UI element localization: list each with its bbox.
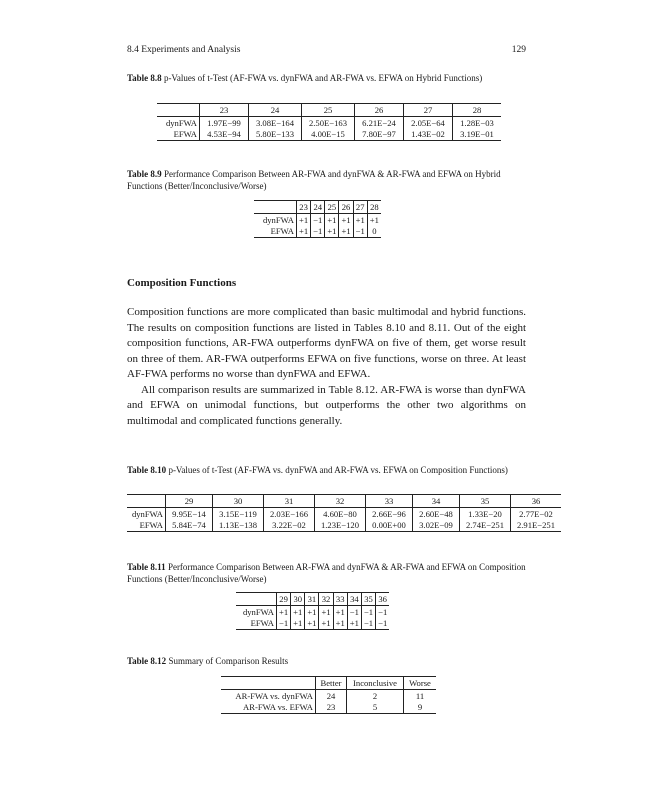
table-cell: 0.00E+00 — [366, 520, 413, 532]
column-header: 26 — [355, 104, 404, 117]
table-cell: 4.00E−15 — [302, 129, 355, 141]
header-row — [127, 495, 561, 508]
table-cell: −1 — [376, 618, 390, 630]
table-8-9-caption — [127, 169, 526, 192]
table-cell: +1 — [319, 606, 333, 618]
column-header: 27 — [353, 201, 367, 214]
caption-text: Summary of Comparison Results — [168, 656, 289, 666]
table-cell: 2.03E−166 — [264, 508, 315, 520]
table-8-12-caption — [127, 656, 526, 668]
table-row — [254, 226, 381, 238]
caption-text: Performance Comparison Between AR-FWA and dynFWA & AR-FWA and EFWA on Composition Functions (Better/Inconclusive/Worse) — [127, 562, 526, 584]
table-cell: −1 — [376, 606, 390, 618]
column-header: Better — [316, 677, 347, 690]
table-8-12 — [221, 676, 436, 714]
table-cell: +1 — [305, 606, 319, 618]
table-cell: 3.02E−09 — [413, 520, 460, 532]
row-label: EFWA — [157, 129, 200, 141]
table-cell: +1 — [325, 214, 339, 226]
table-8-9 — [254, 200, 381, 238]
table-8-11-caption — [127, 562, 526, 585]
table-cell: 2.74E−251 — [460, 520, 511, 532]
column-header: 28 — [367, 201, 381, 214]
column-header: 27 — [404, 104, 453, 117]
table-cell: +1 — [277, 606, 291, 618]
row-label: dynFWA — [262, 214, 294, 225]
table-row — [254, 214, 381, 226]
column-header: 30 — [213, 495, 264, 508]
header-row — [254, 201, 381, 214]
table-cell: +1 — [297, 226, 311, 238]
column-header: 26 — [339, 201, 353, 214]
table-cell: −1 — [277, 618, 291, 630]
row-label: EFWA — [254, 226, 297, 238]
table-cell: +1 — [305, 618, 319, 630]
table-cell: 7.80E−97 — [355, 129, 404, 141]
row-label: dynFWA — [242, 606, 274, 617]
table-cell: +1 — [325, 226, 339, 238]
header-row — [236, 593, 389, 606]
table-8-11 — [236, 592, 389, 630]
table-cell: +1 — [319, 618, 333, 630]
column-header: 24 — [249, 104, 302, 117]
table-cell: 2.77E−02 — [511, 508, 562, 520]
column-header: 23 — [200, 104, 249, 117]
column-header: 24 — [311, 201, 325, 214]
column-header: 32 — [315, 495, 366, 508]
paragraph: All comparison results are summarized in Table 8.12. AR-FWA is worse than dynFWA and EFWA on unimodal functions, but outperforms the other two algorithms on multimodal and complicated functions generally. — [127, 383, 526, 427]
table-grid — [254, 200, 381, 238]
caption-text: p-Values of t-Test (AF-FWA vs. dynFWA and AR-FWA vs. EFWA on Composition Functions) — [168, 465, 508, 475]
table-cell: +1 — [347, 618, 361, 630]
table-cell: 11 — [404, 690, 437, 702]
column-header: 34 — [413, 495, 460, 508]
table-cell: 23 — [316, 702, 347, 714]
column-header: 36 — [376, 593, 390, 606]
header-row — [157, 104, 501, 117]
table-row — [127, 508, 561, 520]
column-header: 30 — [291, 593, 305, 606]
header-row — [221, 677, 436, 690]
section-title: 8.4 Experiments and Analysis — [127, 45, 241, 55]
column-header: 35 — [361, 593, 375, 606]
table-row — [236, 606, 389, 618]
table-cell: 5 — [347, 702, 404, 714]
body-text — [127, 305, 526, 429]
table-cell: −1 — [347, 606, 361, 618]
table-label: Table 8.10 — [127, 465, 167, 475]
table-cell: +1 — [367, 214, 381, 226]
column-header: 25 — [302, 104, 355, 117]
section-heading: Composition Functions — [127, 277, 237, 289]
table-grid — [157, 103, 501, 141]
table-grid — [221, 676, 436, 714]
column-header: 34 — [347, 593, 361, 606]
column-header: 36 — [511, 495, 562, 508]
table-cell: 24 — [316, 690, 347, 702]
table-row — [221, 702, 436, 714]
table-cell: 9 — [404, 702, 437, 714]
table-cell: −1 — [361, 618, 375, 630]
table-cell: 2.91E−251 — [511, 520, 562, 532]
table-cell: +1 — [333, 618, 347, 630]
table-cell: 5.80E−133 — [249, 129, 302, 141]
table-row — [157, 117, 501, 129]
table-cell: 5.84E−74 — [166, 520, 213, 532]
table-cell: +1 — [339, 214, 353, 226]
table-cell: 1.13E−138 — [213, 520, 264, 532]
table-cell: 3.22E−02 — [264, 520, 315, 532]
table-cell: 2.05E−64 — [404, 117, 453, 129]
paragraph: Composition functions are more complicated than basic multimodal and hybrid functions. The results on composition functions are listed in Tables 8.10 and 8.11. Out of the eight composition functions, AR-FWA outperforms dynFWA on five of them, get worse result on three of them. AR-FWA outperforms EFWA on five functions, worse on three. At least AF-FWA performs no worse than dynFWA and EFWA. — [127, 306, 526, 380]
caption-text: Performance Comparison Between AR-FWA and dynFWA & AR-FWA and EFWA on Hybrid Functions (Better/Inconclusive/Worse) — [127, 169, 501, 191]
table-cell: −1 — [361, 606, 375, 618]
table-cell: −1 — [353, 226, 367, 238]
table-cell: 3.19E−01 — [453, 129, 502, 141]
table-8-10-caption — [127, 465, 526, 477]
column-header: 33 — [333, 593, 347, 606]
column-header: 23 — [297, 201, 311, 214]
table-cell: 4.60E−80 — [315, 508, 366, 520]
table-grid — [236, 592, 389, 630]
table-cell: +1 — [291, 618, 305, 630]
table-cell: 1.97E−99 — [200, 117, 249, 129]
row-label: EFWA — [236, 618, 277, 630]
table-cell: 1.23E−120 — [315, 520, 366, 532]
page-number: 129 — [511, 45, 526, 55]
table-cell: 4.53E−94 — [200, 129, 249, 141]
column-header: 35 — [460, 495, 511, 508]
table-cell: 2.50E−163 — [302, 117, 355, 129]
table-cell: 0 — [367, 226, 381, 238]
table-cell: 1.28E−03 — [453, 117, 502, 129]
column-header: Worse — [404, 677, 437, 690]
column-header: 32 — [319, 593, 333, 606]
column-header: 33 — [366, 495, 413, 508]
table-cell: 1.33E−20 — [460, 508, 511, 520]
table-cell: 2.60E−48 — [413, 508, 460, 520]
table-label: Table 8.12 — [127, 656, 167, 666]
table-cell: 3.15E−119 — [213, 508, 264, 520]
table-8-10 — [127, 494, 561, 532]
column-header: 29 — [166, 495, 213, 508]
column-header: 31 — [264, 495, 315, 508]
table-cell: +1 — [339, 226, 353, 238]
table-grid — [127, 494, 561, 532]
table-row — [127, 520, 561, 532]
table-cell: 3.08E−164 — [249, 117, 302, 129]
table-cell: 2 — [347, 690, 404, 702]
column-header: 28 — [453, 104, 502, 117]
row-label: dynFWA — [165, 117, 197, 128]
table-label: Table 8.11 — [127, 562, 166, 572]
table-cell: +1 — [297, 214, 311, 226]
table-label: Table 8.8 — [127, 73, 162, 83]
table-cell: 9.95E−14 — [166, 508, 213, 520]
table-cell: 2.66E−96 — [366, 508, 413, 520]
table-cell: +1 — [353, 214, 367, 226]
table-cell: +1 — [291, 606, 305, 618]
row-label: AR-FWA vs. EFWA — [221, 702, 316, 714]
row-label: dynFWA — [131, 508, 163, 519]
table-cell: 1.43E−02 — [404, 129, 453, 141]
column-header: 25 — [325, 201, 339, 214]
row-label: EFWA — [127, 520, 166, 532]
table-cell: −1 — [311, 226, 325, 238]
table-8-8-caption — [127, 73, 526, 85]
table-label: Table 8.9 — [127, 169, 162, 179]
table-cell: 6.21E−24 — [355, 117, 404, 129]
column-header: 31 — [305, 593, 319, 606]
table-cell: +1 — [333, 606, 347, 618]
column-header: Inconclusive — [347, 677, 404, 690]
column-header: 29 — [277, 593, 291, 606]
caption-text: p-Values of t-Test (AF-FWA vs. dynFWA and AR-FWA vs. EFWA on Hybrid Functions) — [163, 73, 483, 83]
table-8-8 — [157, 103, 501, 141]
table-row — [221, 690, 436, 702]
table-cell: −1 — [311, 214, 325, 226]
table-row — [157, 129, 501, 141]
row-label: AR-FWA vs. dynFWA — [235, 690, 313, 701]
table-row — [236, 618, 389, 630]
